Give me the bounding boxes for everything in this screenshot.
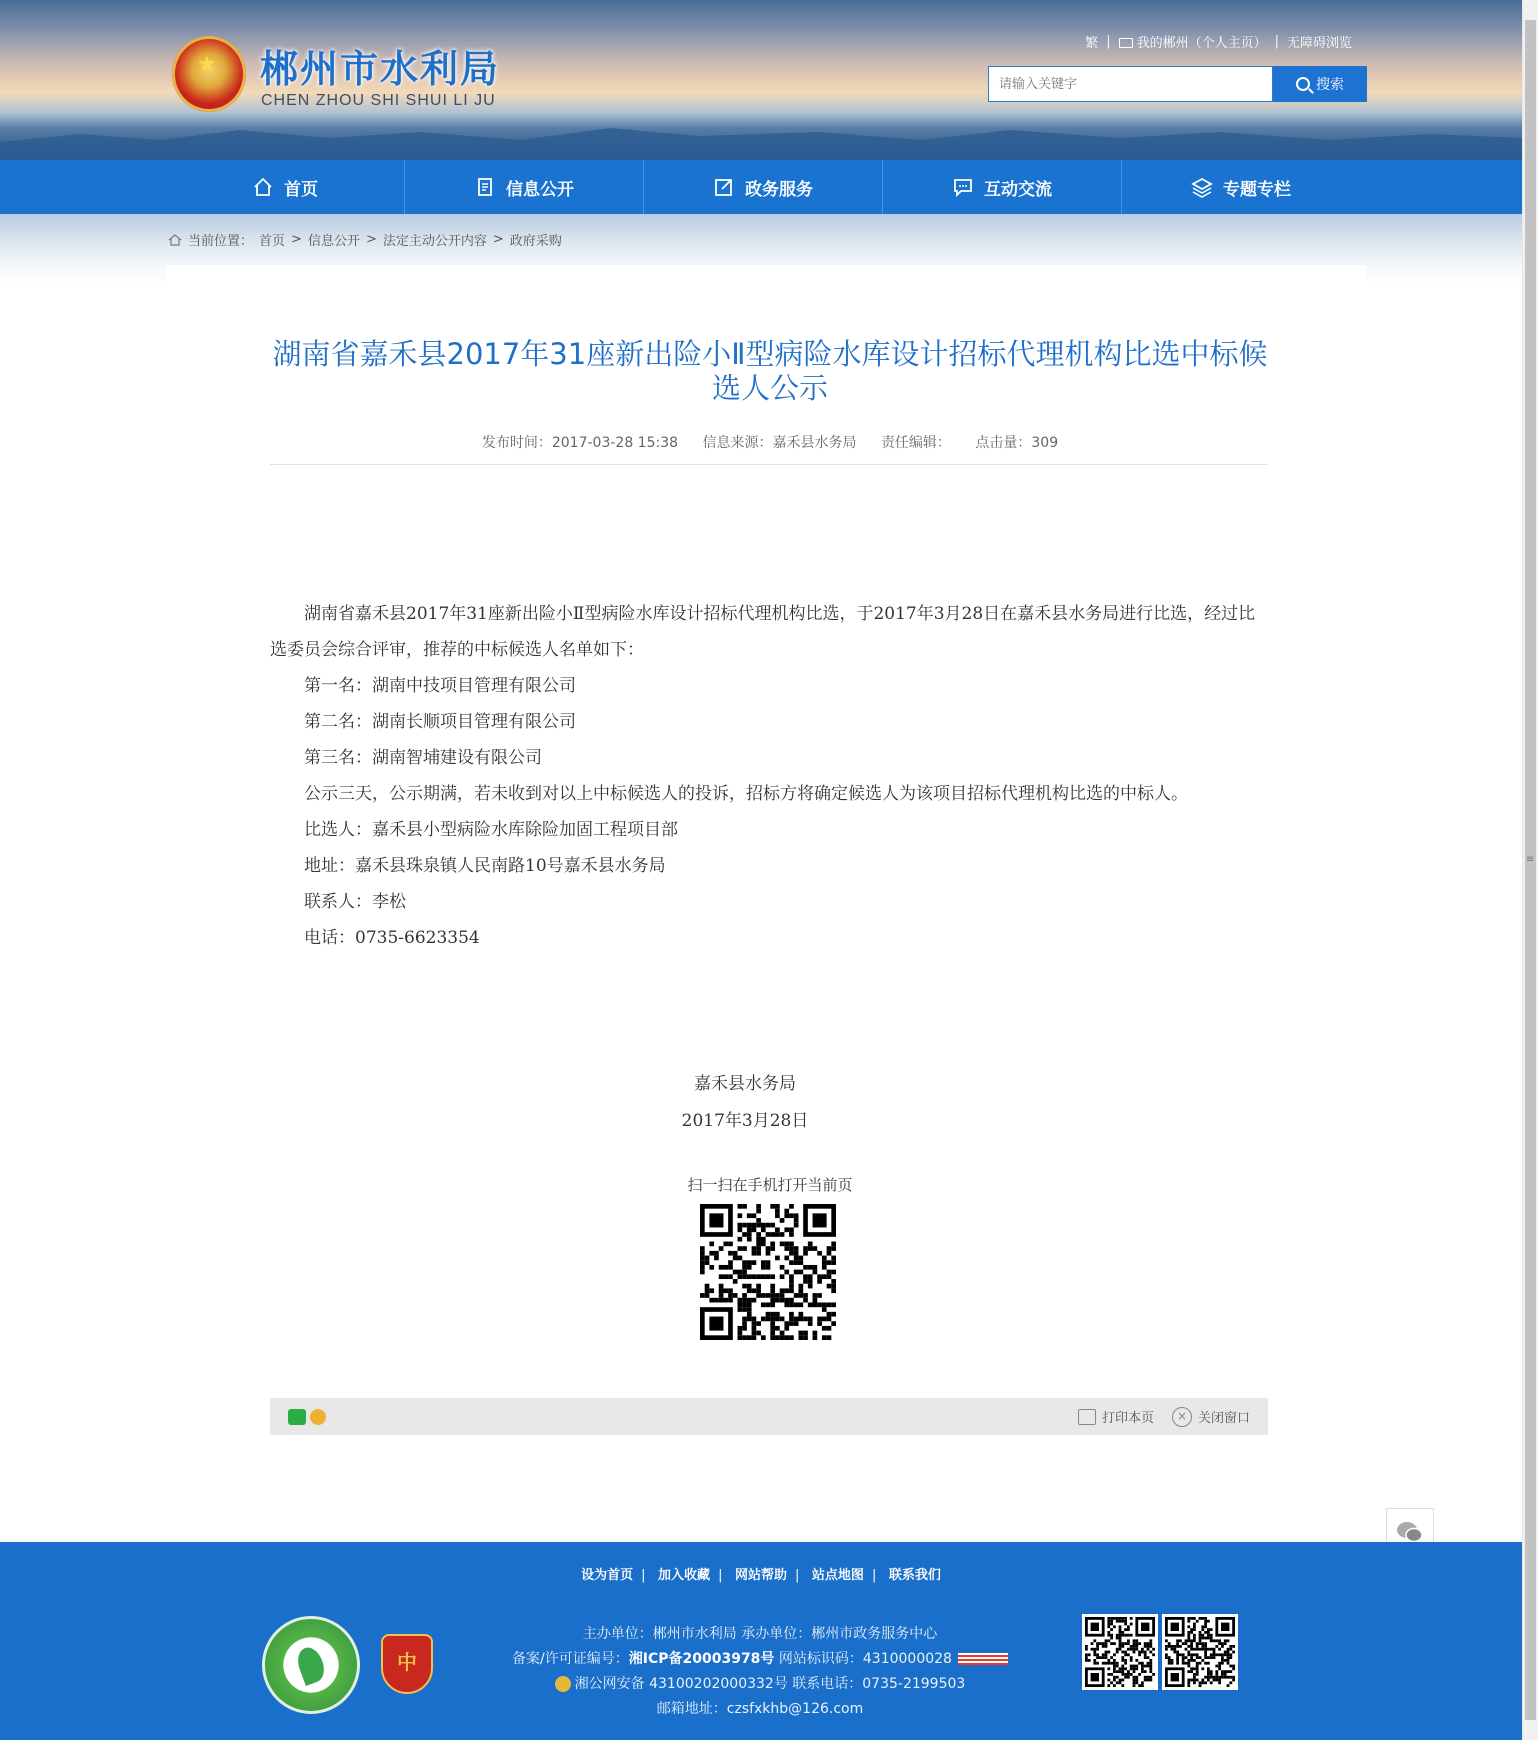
footer-info — [470, 1622, 1050, 1722]
breadcrumb — [168, 230, 562, 249]
footer-link-contact[interactable]: 联系我们 — [888, 1568, 941, 1583]
scrollbar-grip-icon: ≡ — [1526, 854, 1535, 865]
paragraph: 电话：0735-6623354 — [304, 928, 480, 948]
monitor-icon — [1119, 38, 1133, 48]
separator: | — [795, 1568, 800, 1583]
footer-links — [0, 1564, 1522, 1583]
cn22-flag-icon — [958, 1653, 1008, 1665]
footer-qr-code-1 — [1082, 1614, 1158, 1690]
nav-item-special-topics[interactable] — [1122, 160, 1360, 214]
signature-date: 2017年3月28日 — [681, 1111, 809, 1131]
nav-label: 信息公开 — [506, 179, 574, 200]
footer-police-line — [470, 1672, 1050, 1697]
nav-label: 互动交流 — [984, 179, 1052, 200]
main-nav — [0, 160, 1522, 214]
layers-icon — [1191, 176, 1213, 198]
article-title: 湖南省嘉禾县2017年31座新出险小Ⅱ型病险水库设计招标代理机构比选中标候选人公示 — [272, 337, 1268, 405]
footer-email: 邮箱地址：czsfxkhb@126.com — [656, 1701, 864, 1717]
site-footer — [0, 1542, 1522, 1740]
breadcrumb-link-home[interactable]: 首页 — [259, 234, 286, 249]
vertical-scrollbar[interactable] — [1522, 0, 1538, 1740]
separator: | — [871, 1568, 877, 1583]
breadcrumb-separator: > — [492, 232, 504, 247]
page-qr-code — [700, 1204, 836, 1340]
paragraph: 第三名：湖南智埔建设有限公司 — [304, 748, 542, 768]
nav-label: 专题专栏 — [1223, 179, 1291, 200]
divider — [270, 464, 1268, 465]
police-record[interactable]: 湘公网安备 43100202000332号 联系电话：0735-2199503 — [574, 1676, 966, 1692]
home-icon — [168, 234, 182, 246]
police-badge-icon — [555, 1676, 571, 1692]
paragraph: 比选人：嘉禾县小型病险水库除险加固工程项目部 — [304, 820, 678, 840]
nav-label: 政务服务 — [745, 179, 813, 200]
site-subtitle: CHEN ZHOU SHI SHUI LI JU — [261, 92, 496, 109]
info-source: 信息来源：嘉禾县水务局 — [702, 435, 857, 451]
paragraph: 第一名：湖南中技项目管理有限公司 — [304, 676, 576, 696]
my-chenzhou-link[interactable] — [1119, 32, 1267, 51]
separator: | — [1106, 34, 1111, 49]
my-chenzhou-label: 我的郴州（个人主页） — [1136, 36, 1267, 51]
paragraph: 第二名：湖南长顺项目管理有限公司 — [304, 712, 576, 732]
signature-block — [590, 1066, 900, 1140]
scrollbar-thumb[interactable] — [1525, 20, 1536, 1720]
breadcrumb-link-procurement[interactable]: 政府采购 — [509, 234, 562, 249]
paragraph: 湖南省嘉禾县2017年31座新出险小Ⅱ型病险水库设计招标代理机构比选，于2017年3月28日在嘉禾县水务局进行比选，经过比选委员会综合评审，推荐的中标候选人名单如下： — [270, 604, 1256, 660]
icp-prefix: 备案/许可证编号： — [512, 1651, 629, 1667]
search-icon — [1296, 77, 1310, 91]
footer-link-sitemap[interactable]: 站点地图 — [811, 1568, 864, 1583]
responsible-editor: 责任编辑： — [880, 435, 951, 451]
breadcrumb-separator: > — [365, 232, 377, 247]
badge-glyph: 中 — [397, 1650, 417, 1674]
traditional-chinese-link[interactable]: 繁 — [1085, 36, 1099, 51]
close-label: 关闭窗口 — [1197, 1411, 1250, 1426]
search-box — [988, 66, 1367, 102]
close-window-button[interactable] — [1172, 1407, 1250, 1427]
print-label: 打印本页 — [1101, 1411, 1154, 1426]
leaf-icon — [294, 1644, 329, 1686]
accessibility-link[interactable]: 无障碍浏览 — [1286, 36, 1352, 51]
qr-label: 扫一扫在手机打开当前页 — [687, 1176, 853, 1194]
civilized-website-badge[interactable] — [262, 1616, 360, 1714]
article-meta — [270, 432, 1270, 452]
article-body — [270, 596, 1268, 956]
wechat-share-icon[interactable] — [288, 1409, 306, 1425]
footer-organizer: 主办单位：郴州市水利局 承办单位：郴州市政务服务中心 — [582, 1626, 938, 1642]
printer-icon — [1078, 1409, 1096, 1425]
footer-link-help[interactable]: 网站帮助 — [734, 1568, 787, 1583]
footer-icp-line — [470, 1647, 1050, 1672]
footer-qr-code-2 — [1162, 1614, 1238, 1690]
search-input[interactable] — [988, 66, 1273, 102]
breadcrumb-prefix: 当前位置： — [188, 234, 254, 249]
document-icon — [474, 176, 496, 198]
nav-label: 首页 — [284, 179, 318, 200]
icp-link[interactable]: 湘ICP备20003978号 — [628, 1651, 775, 1667]
view-count: 点击量：309 — [975, 435, 1059, 451]
footer-link-set-homepage[interactable]: 设为首页 — [581, 1568, 634, 1583]
party-government-badge[interactable] — [381, 1634, 433, 1694]
paragraph: 公示三天，公示期满，若未收到对以上中标候选人的投诉，招标方将确定候选人为该项目招标代理机构比选的中标人。 — [304, 784, 1188, 804]
nav-item-home[interactable] — [166, 160, 405, 214]
publish-time: 发布时间：2017-03-28 15:38 — [481, 435, 679, 451]
nav-item-interaction[interactable] — [883, 160, 1122, 214]
share-bar — [270, 1398, 1268, 1435]
site-title[interactable]: 郴州市水利局 — [260, 47, 501, 91]
separator: | — [718, 1568, 723, 1583]
site-header — [0, 0, 1522, 160]
nav-item-info-disclosure[interactable] — [405, 160, 644, 214]
home-icon — [252, 176, 274, 198]
separator: | — [1274, 34, 1279, 49]
breadcrumb-link-info[interactable]: 信息公开 — [307, 234, 360, 249]
search-button[interactable] — [1273, 66, 1367, 102]
breadcrumb-separator: > — [291, 232, 302, 247]
print-page-button[interactable] — [1078, 1407, 1154, 1426]
nav-item-government-services[interactable] — [644, 160, 883, 214]
separator: | — [641, 1568, 646, 1583]
site-code: 网站标识码：4310000028 — [774, 1651, 952, 1667]
breadcrumb-link-statutory[interactable]: 法定主动公开内容 — [382, 234, 487, 249]
chat-icon — [952, 176, 974, 198]
national-emblem-logo[interactable]: ★ — [172, 36, 246, 112]
top-links — [1085, 32, 1352, 51]
footer-link-add-favorite[interactable]: 加入收藏 — [658, 1568, 711, 1583]
weibo-share-icon[interactable] — [310, 1409, 326, 1425]
paragraph: 地址：嘉禾县珠泉镇人民南路10号嘉禾县水务局 — [304, 856, 666, 876]
mountain-silhouette — [0, 120, 1522, 160]
signature-org: 嘉禾县水务局 — [694, 1074, 796, 1094]
edit-icon — [713, 176, 735, 198]
paragraph: 联系人：李松 — [304, 892, 406, 912]
search-button-label: 搜索 — [1316, 77, 1344, 93]
close-icon: × — [1172, 1407, 1192, 1427]
